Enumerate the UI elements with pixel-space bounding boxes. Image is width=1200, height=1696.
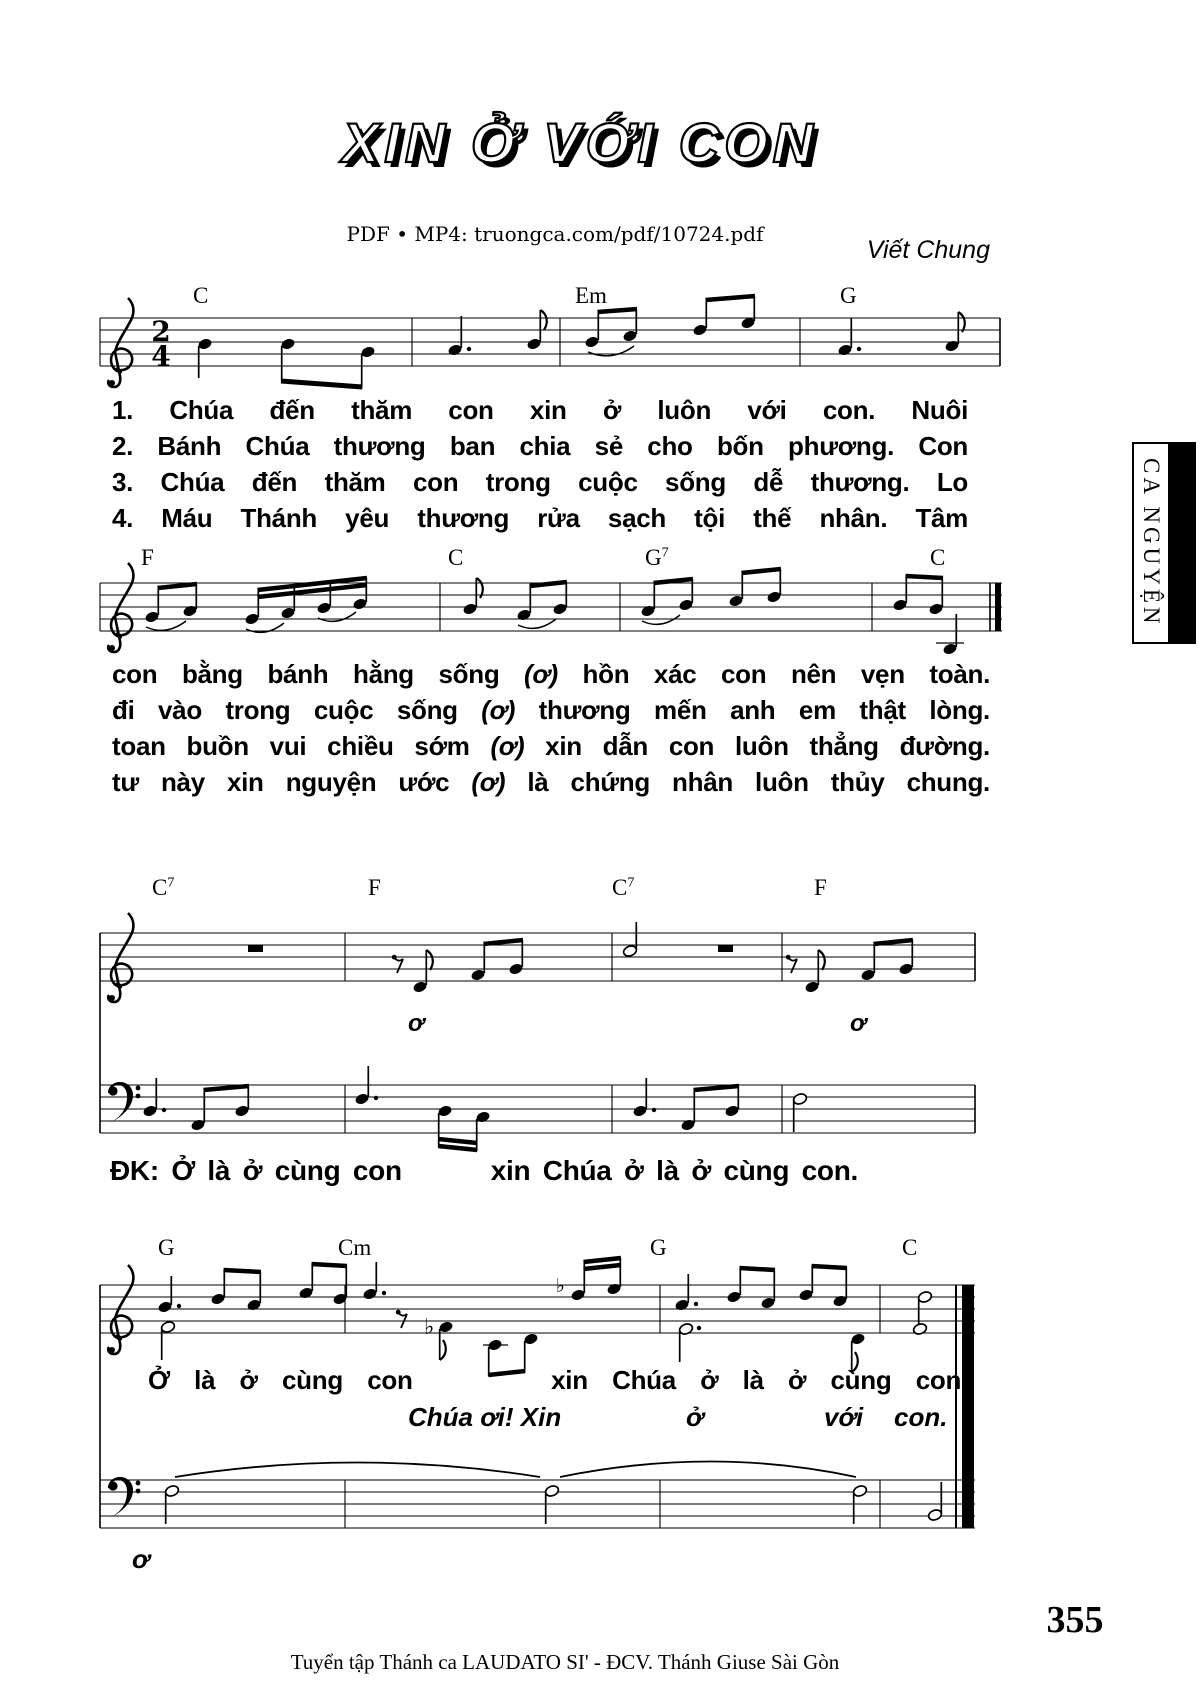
svg-text:♭: ♭ [424,1315,435,1340]
notes-system-2 [144,569,964,656]
verse-line-1: 1. Chúa đến thăm con xin ở luôn với con. Nuôi [112,395,968,425]
vocalise-syllable: ơ [408,1010,425,1037]
echo-word: với [824,1402,864,1432]
chord-label: G [158,1235,175,1260]
chord-label: F [368,875,381,900]
echo-word: con. [894,1402,948,1432]
refrain-repeat-line: Ở là ở cùng con xin Chúa ở là ở cùng con. [148,1365,968,1395]
chord-label: G [650,1235,667,1260]
verse-line-4b: tư này xin nguyện ước (ơ) là chứng nhân luôn thủy chung. [112,767,990,797]
page-number: 355 [1046,1599,1104,1641]
echo-word: ở [686,1402,704,1432]
vocalise-syllable: ơ [850,1010,867,1037]
refrain-line: ĐK: Ở là ở cùng con xin Chúa ở là ở cùng con. [110,1155,858,1186]
time-signature-top: 2 [151,315,171,348]
side-tab-label: CA NGUYỆN [1139,458,1164,628]
page-title: XIN Ở VỚI CON [341,111,819,174]
chord-label: C [448,545,464,570]
notes-system-3 [142,922,914,1151]
side-tab-stripe [1168,444,1194,642]
verse-line-2b: đi vào trong cuộc sống (ơ) thương mến anh em thật lòng. [112,695,990,725]
chord-label: C [902,1235,918,1260]
subtitle-link-text: PDF • MP4: truongca.com/pdf/10724.pdf [346,222,764,246]
verse-line-3b: toan buồn vui chiều sớm (ơ) xin dẫn con luôn thẳng đường. [112,731,990,761]
chord-label: Cm [338,1235,372,1260]
staff-system-1 [100,318,1000,366]
svg-text:♭: ♭ [556,1275,565,1297]
chord-label: $C^7$ [612,875,635,900]
verse-line-4: 4. Máu Thánh yêu thương rửa sạch tội thế nhân. Tâm [112,503,968,533]
chord-label: $G^7$ [645,545,669,570]
chord-label: C [930,545,946,570]
side-tab-ca-nguyen [1132,442,1196,644]
chord-label: $C^7$ [152,875,175,900]
chord-label: C [193,283,209,308]
staff-system-3 [100,933,975,1133]
bass-clef-icon [108,1082,140,1123]
chord-label: F [141,545,154,570]
echo-phrase: Chúa ơi! Xin [408,1402,562,1432]
staff-system-2 [100,583,1002,631]
chord-label: F [814,875,827,900]
time-signature-bottom: 4 [151,340,171,373]
verse-line-3: 3. Chúa đến thăm con trong cuộc sống dễ thương. Lo [112,467,968,497]
footer-collection-title: Tuyển tập Thánh ca LAUDATO SI' - ĐCV. Thánh Giuse Sài Gòn [290,1650,840,1674]
vocalise-syllable: ơ [132,1544,150,1574]
verse-line-2: 2. Bánh Chúa thương ban chia sẻ cho bốn phương. Con [112,431,968,461]
bass-clef-icon [108,1477,140,1518]
chord-label: G [840,283,857,308]
verse-line-1b: con bằng bánh hằng sống (ơ) hồn xác con nên vẹn toàn. [112,659,991,689]
chord-label: Em [575,283,607,308]
composer-name: Viết Chung [866,236,990,264]
